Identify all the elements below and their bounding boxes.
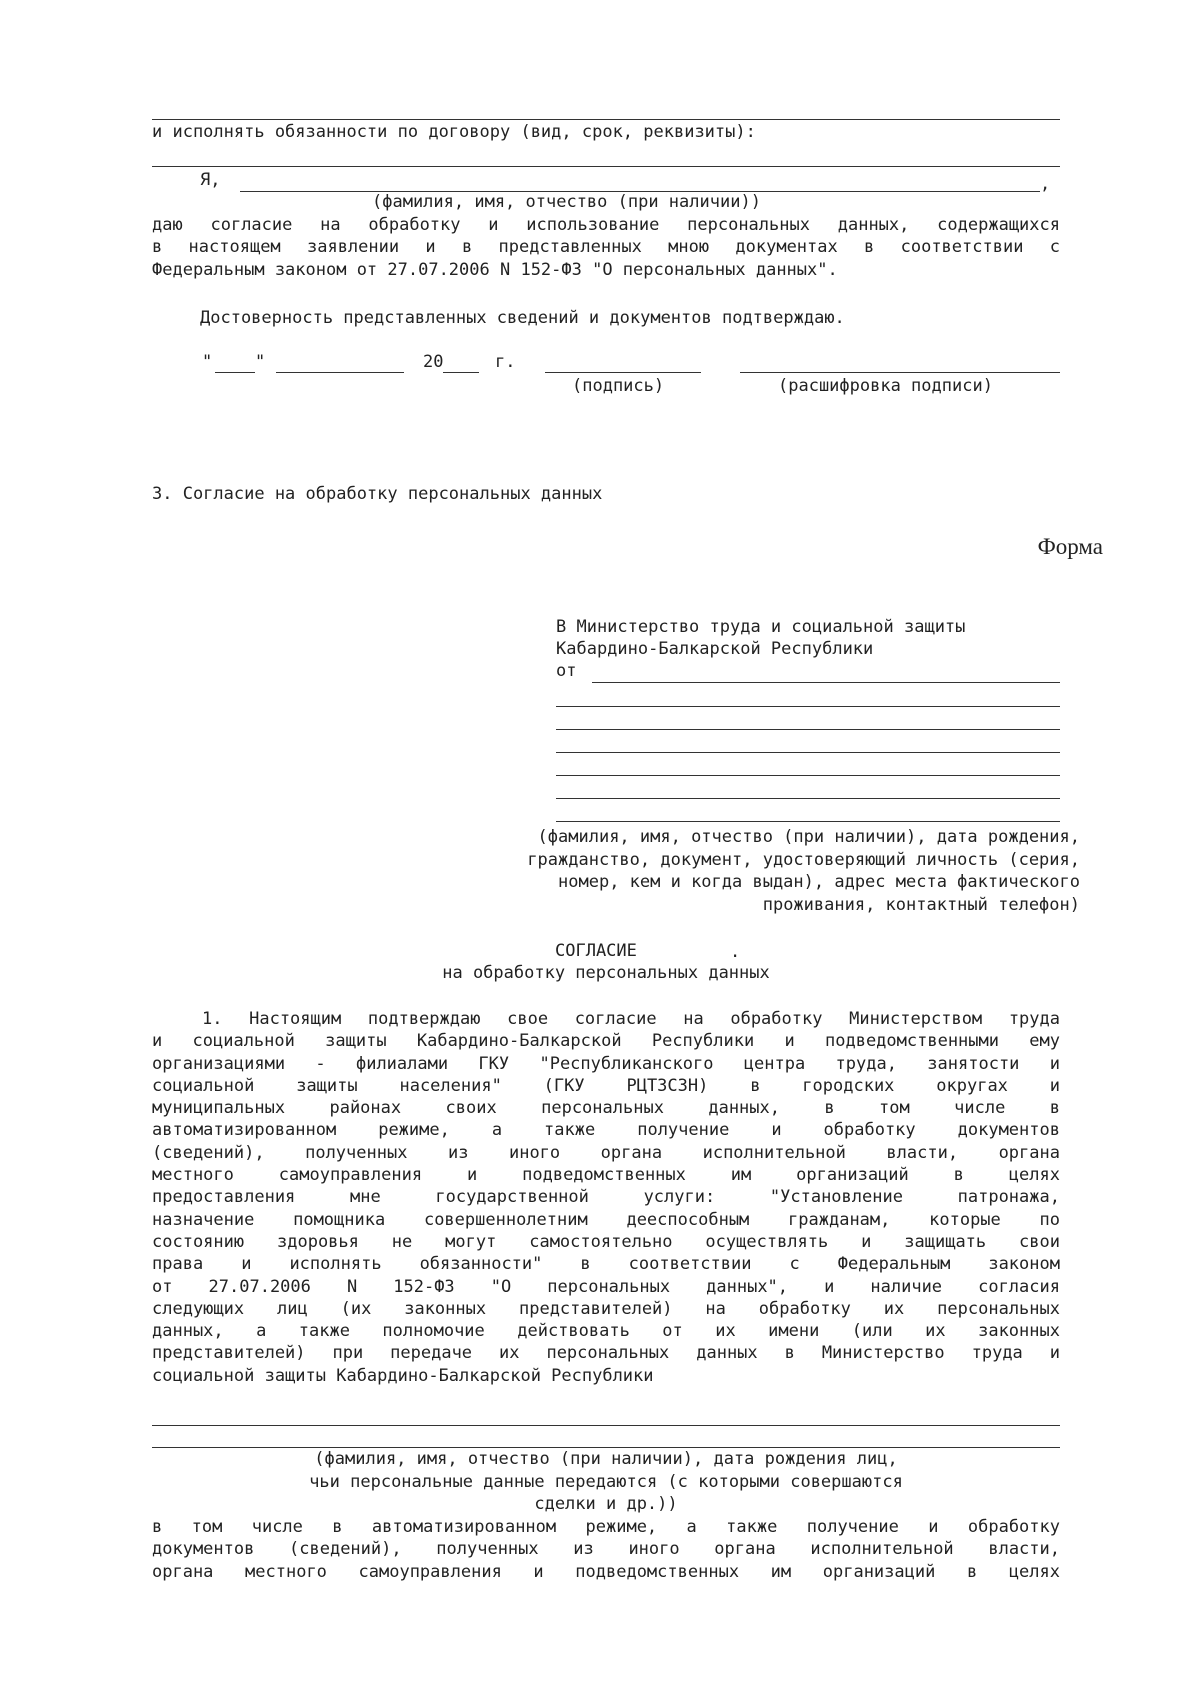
text-line: социальной защиты Кабардино-Балкарской Республики bbox=[152, 1365, 654, 1386]
year-fill-line[interactable] bbox=[443, 372, 479, 373]
applicant-fill-line[interactable] bbox=[556, 706, 1060, 707]
signature-decoding-caption: (расшифровка подписи) bbox=[778, 376, 993, 396]
text-line: даю согласие на обработку и использование персональных данных, содержащихся bbox=[152, 215, 1060, 235]
caption-line: (фамилия, имя, отчество (при наличии), дата рождения, bbox=[537, 827, 1080, 847]
text-line: социальной защиты населения" (ГКУ РЦТЗСЗН) в городских округах и bbox=[152, 1075, 1060, 1096]
fill-line[interactable] bbox=[152, 119, 1060, 120]
consent-subtitle: на обработку персональных данных bbox=[442, 963, 770, 983]
fill-line[interactable] bbox=[152, 166, 1060, 167]
caption-line: (фамилия, имя, отчество (при наличии), дата рождения лиц, bbox=[314, 1449, 898, 1469]
day-fill-line[interactable] bbox=[215, 372, 255, 373]
consent-declaration bbox=[152, 214, 1060, 281]
section-heading: 3. Согласие на обработку персональных данных bbox=[152, 484, 603, 504]
addressee-line: В Министерство труда и социальной защиты bbox=[556, 617, 966, 637]
text-line: 1. Настоящим подтверждаю свое согласие на обработку Министерством труда bbox=[202, 1009, 1060, 1029]
text-line: организациями - филиалами ГКУ "Республиканского центра труда, занятости и bbox=[152, 1053, 1060, 1074]
text-line: (сведений), полученных из иного органа исполнительной власти, органа bbox=[152, 1142, 1060, 1163]
applicant-caption bbox=[527, 826, 1080, 916]
consent-paragraph-1 bbox=[152, 1008, 1060, 1387]
date-open-quote: " bbox=[202, 352, 213, 372]
form-label: Форма bbox=[1037, 534, 1103, 559]
text-line: от 27.07.2006 N 152-ФЗ "О персональных данных", и наличие согласия bbox=[152, 1276, 1060, 1297]
text-line: и социальной защиты Кабардино-Балкарской Республики и подведомственными ему bbox=[152, 1031, 1060, 1052]
from-label: от bbox=[556, 661, 577, 681]
text-line: автоматизированном режиме, а также получение и обработку документов bbox=[152, 1120, 1060, 1141]
caption-line: номер, кем и когда выдан), адрес места фактического bbox=[558, 872, 1080, 892]
caption-line: гражданство, документ, удостоверяющий личность (серия, bbox=[527, 849, 1080, 870]
ya-comma: , bbox=[1040, 174, 1051, 194]
addressee-line: Кабардино-Балкарской Республики bbox=[556, 639, 874, 659]
text-line: состоянию здоровья не могут самостоятельно осуществлять и защищать свои bbox=[152, 1231, 1060, 1252]
text-line: данных, а также полномочие действовать от их имени (или их законных bbox=[152, 1321, 1060, 1342]
fio-caption: (фамилия, имя, отчество (при наличии)) bbox=[372, 192, 761, 212]
text-line: муниципальных районах своих персональных данных, в том числе в bbox=[152, 1098, 1060, 1119]
obligations-text: и исполнять обязанности по договору (вид, срок, реквизиты): bbox=[152, 122, 756, 142]
ya-label: Я, bbox=[200, 170, 221, 190]
text-line: представителей) при передаче их персональных данных в Министерство труда и bbox=[152, 1343, 1060, 1364]
applicant-fill-line[interactable] bbox=[556, 729, 1060, 730]
caption-line: чьи персональные данные передаются (с которыми совершаются bbox=[309, 1471, 903, 1492]
month-fill-line[interactable] bbox=[276, 372, 404, 373]
text-line: права и исполнять обязанности" в соответствии с Федеральным законом bbox=[152, 1254, 1060, 1275]
text-line: в настоящем заявлении и в представленных мною документах в соответствии с bbox=[152, 237, 1060, 258]
text-line: Федеральным законом от 27.07.2006 N 152-ФЗ "О персональных данных". bbox=[152, 259, 838, 280]
year-suffix: г. bbox=[495, 352, 516, 372]
reliability-text: Достоверность представленных сведений и документов подтверждаю. bbox=[200, 308, 845, 328]
persons-caption bbox=[152, 1448, 1060, 1516]
date-close-quote: " bbox=[255, 352, 266, 372]
from-fill-line[interactable] bbox=[592, 682, 1060, 683]
consent-paragraph-2 bbox=[152, 1516, 1060, 1583]
applicant-fill-line[interactable] bbox=[556, 798, 1060, 799]
text-line: предоставления мне государственной услуги: "Установление патронажа, bbox=[152, 1187, 1060, 1208]
text-line: в том числе в автоматизированном режиме, а также получение и обработку bbox=[152, 1517, 1060, 1537]
text-line: органа местного самоуправления и подведомственных им организаций в целях bbox=[152, 1561, 1060, 1582]
persons-fill-line[interactable] bbox=[152, 1425, 1060, 1426]
applicant-fill-line[interactable] bbox=[556, 775, 1060, 776]
signature-caption: (подпись) bbox=[572, 376, 665, 396]
text-line: документов (сведений), полученных из иного органа исполнительной власти, bbox=[152, 1539, 1060, 1560]
text-line: местного самоуправления и подведомственных им организаций в целях bbox=[152, 1165, 1060, 1186]
consent-title: СОГЛАСИЕ bbox=[555, 941, 637, 961]
signature-decoding-fill-line[interactable] bbox=[740, 372, 1060, 373]
signature-fill-line[interactable] bbox=[545, 372, 701, 373]
applicant-fill-line[interactable] bbox=[556, 752, 1060, 753]
consent-title-dot: . bbox=[730, 942, 741, 962]
text-line: следующих лиц (их законных представителей) на обработку их персональных bbox=[152, 1298, 1060, 1319]
year-prefix: 20 bbox=[423, 352, 444, 372]
text-line: назначение помощника совершеннолетним дееспособным гражданам, которые по bbox=[152, 1209, 1060, 1230]
caption-line: проживания, контактный телефон) bbox=[762, 894, 1080, 915]
applicant-fill-line[interactable] bbox=[556, 821, 1060, 822]
caption-line: сделки и др.)) bbox=[534, 1494, 678, 1514]
